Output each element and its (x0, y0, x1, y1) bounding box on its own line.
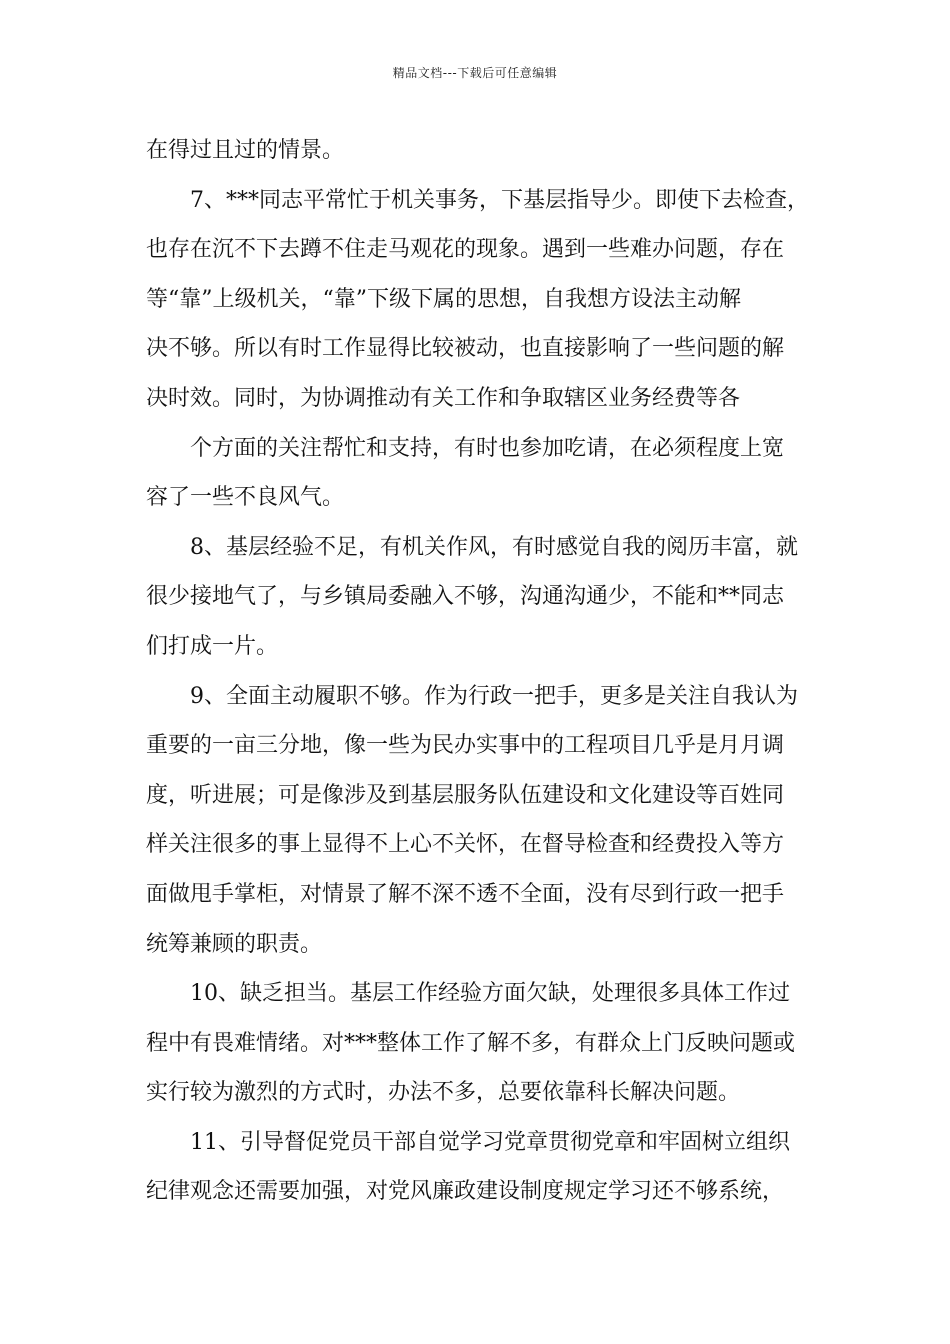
text-line: 10、缺乏担当。基层工作经验方面欠缺，处理很多具体工作过 (190, 981, 790, 1007)
text-line: 纪律观念还需要加强，对党风廉政建设制度规定学习还不够系统， (146, 1179, 785, 1205)
text-line: 重要的一亩三分地，像一些为民办实事中的工程项目几乎是月月调 (146, 733, 785, 759)
page-header: 精品文档---下载后可任意编辑 (392, 66, 558, 80)
document-body (146, 126, 810, 1217)
text-line: 7、***同志平常忙于机关事务，下基层指导少。即使下去检查， (190, 187, 809, 213)
text-line: 面做甩手掌柜，对情景了解不深不透不全面，没有尽到行政一把手 (146, 881, 785, 907)
text-line: 等“靠”上级机关，“靠”下级下属的思想，自我想方设法主动解 (146, 286, 741, 312)
text-line: 很少接地气了，与乡镇局委融入不够，沟通沟通少，不能和**同志 (146, 584, 785, 610)
text-line: 11、引导督促党员干部自觉学习党章贯彻党章和牢固树立组织 (190, 1129, 790, 1155)
text-line: 个方面的关注帮忙和支持，有时也参加吃请，在必须程度上宽 (190, 435, 785, 461)
text-line: 在得过且过的情景。 (146, 138, 345, 163)
text-line: 统筹兼顾的职责。 (146, 931, 323, 957)
text-line: 们打成一片。 (146, 633, 279, 659)
text-line: 程中有畏难情绪。对***整体工作了解不多，有群众上门反映问题或 (146, 1030, 796, 1056)
text-line: 8、基层经验不足，有机关作风，有时感觉自我的阅历丰富，就 (190, 534, 798, 560)
text-line: 决不够。所以有时工作显得比较被动，也直接影响了一些问题的解 (146, 336, 785, 362)
text-line: 9、全面主动履职不够。作为行政一把手，更多是关注自我认为 (190, 683, 798, 709)
text-line: 也存在沉不下去蹲不住走马观花的现象。遇到一些难办问题，存在 (146, 237, 785, 263)
text-line: 度，听进展；可是像涉及到基层服务队伍建设和文化建设等百姓同 (146, 782, 785, 808)
text-line: 样关注很多的事上显得不上心不关怀，在督导检查和经费投入等方 (146, 832, 785, 858)
text-line: 容了一些不良风气。 (146, 485, 345, 511)
text-line: 实行较为激烈的方式时，办法不多，总要依靠科长解决问题。 (146, 1080, 741, 1106)
text-line: 决时效。同时，为协调推动有关工作和争取辖区业务经费等各 (146, 385, 741, 411)
